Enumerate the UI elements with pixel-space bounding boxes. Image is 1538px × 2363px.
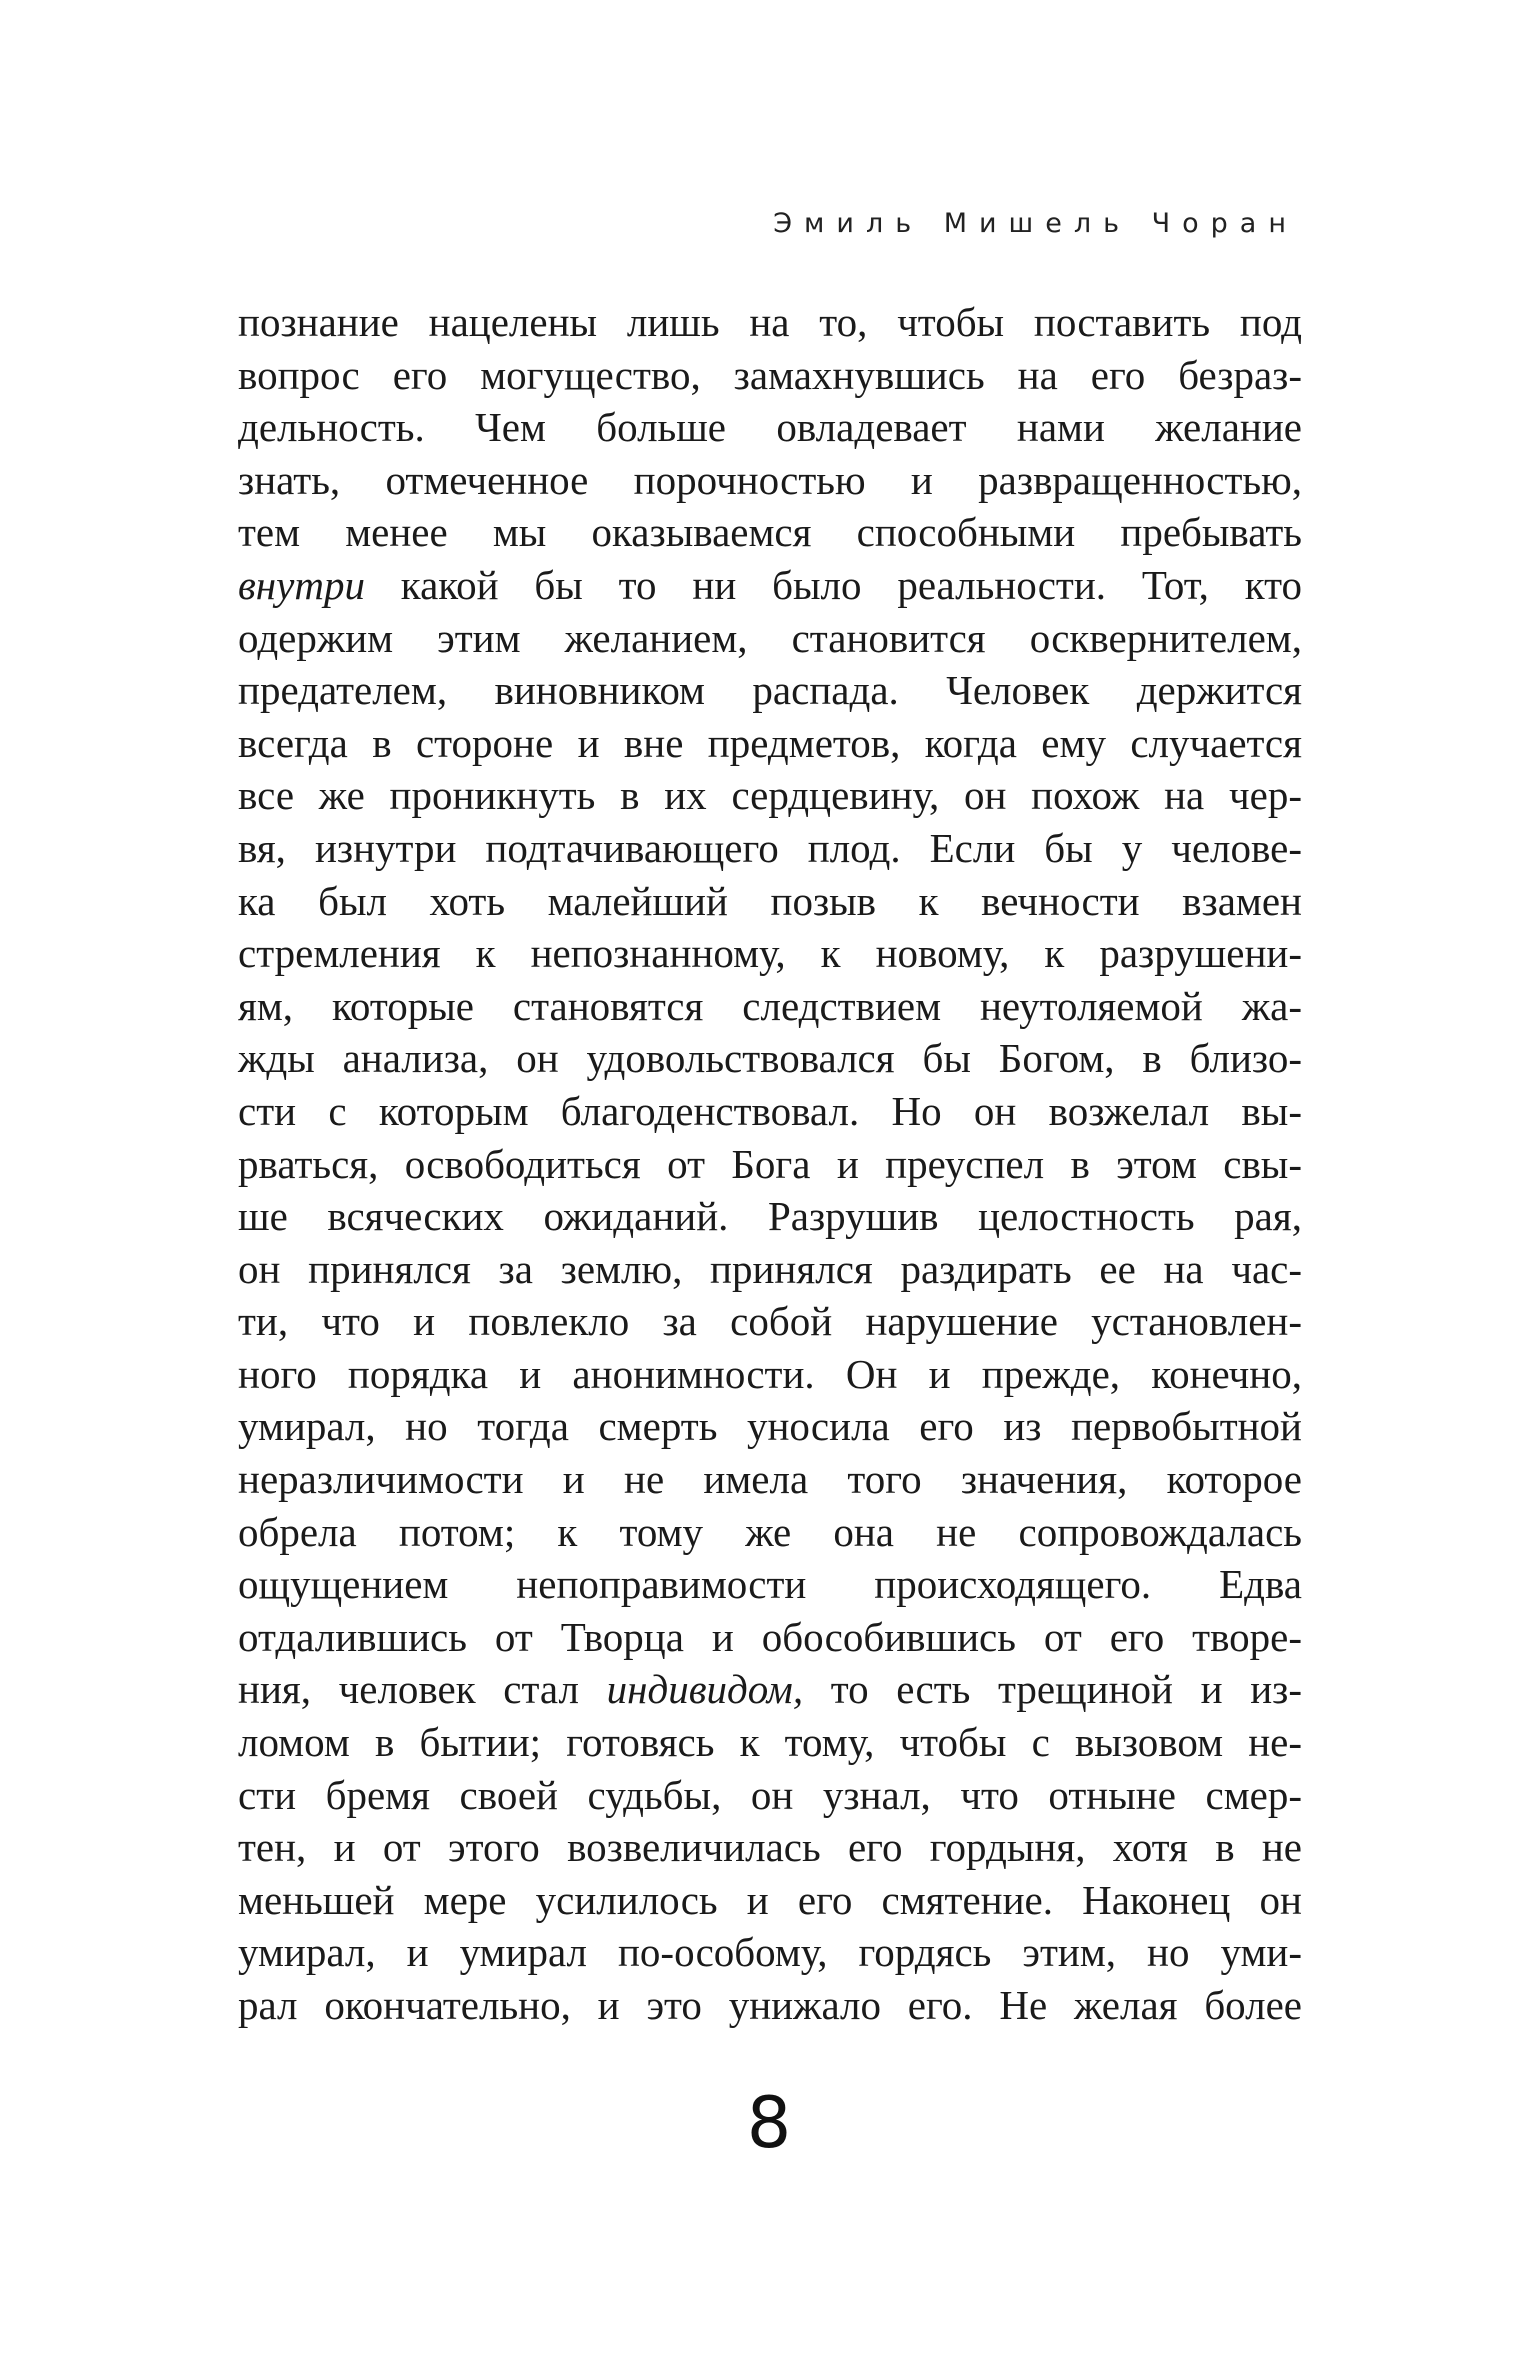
text-fragment: то есть трещиной и из- — [803, 1666, 1303, 1713]
italic-word: внутри — [238, 561, 365, 608]
text-fragment: ния, человек стал — [238, 1666, 607, 1713]
text-line — [238, 1663, 1302, 1716]
text-line: меньшей мере усилилось и его смятение. Наконец он — [238, 1876, 1302, 1923]
text-line: познание нацелены лишь на то, чтобы поставить под — [238, 299, 1302, 345]
text-line: сти бремя своей судьбы, он узнал, что отныне смер- — [238, 1771, 1302, 1818]
text-line — [238, 559, 1302, 612]
text-line: ка был хоть малейший позыв к вечности взамен — [238, 877, 1302, 924]
text-line: предателем, виновником распада. Человек держится — [238, 667, 1302, 714]
text-line: обрела потом; к тому же она не сопровождалась — [238, 1508, 1302, 1555]
text-line: тен, и от этого возвеличилась его гордыня, хотя в не — [238, 1824, 1302, 1871]
text-line: он принялся за землю, принялся раздирать ее на час- — [238, 1245, 1302, 1292]
text-line: тем менее мы оказываемся способными пребывать — [238, 509, 1302, 556]
text-line: знать, отмеченное порочностью и развращенностью, — [238, 456, 1302, 503]
text-line: ломом в бытии; готовясь к тому, чтобы с вызовом не- — [238, 1719, 1302, 1766]
text-line: вопрос его могущество, замахнувшись на его безраз- — [238, 351, 1302, 398]
text-line: жды анализа, он удовольствовался бы Богом, в близо- — [238, 1035, 1302, 1082]
text-line: вя, изнутри подтачивающего плод. Если бы у челове- — [238, 824, 1302, 871]
text-line: ощущением непоправимости происходящего. Едва — [238, 1561, 1302, 1608]
text-line: дельность. Чем больше овладевает нами желание — [238, 404, 1302, 451]
text-line: все же проникнуть в их сердцевину, он похож на чер- — [238, 772, 1302, 819]
text-line: стремления к непознанному, к новому, к разрушени- — [238, 930, 1302, 977]
text-line: ям, которые становятся следствием неутоляемой жа- — [238, 982, 1302, 1029]
text-line: рал окончательно, и это унижало его. Не желая более — [238, 1982, 1302, 2028]
text-line: рваться, освободиться от Бога и преуспел в этом свы- — [238, 1140, 1302, 1187]
text-line: умирал, и умирал по-особому, гордясь этим, но уми- — [238, 1929, 1302, 1976]
text-line: отдалившись от Творца и обособившись от его творе- — [238, 1613, 1302, 1660]
text-line: ного порядка и анонимности. Он и прежде, конечно, — [238, 1350, 1302, 1397]
text-fragment: какой бы то ни было реальности. Тот, кто — [364, 561, 1302, 608]
text-line: всегда в стороне и вне предметов, когда ему случается — [238, 719, 1302, 766]
running-head-author: Эмиль Мишель Чоран — [773, 208, 1298, 239]
text-line: ше всяческих ожиданий. Разрушив целостность рая, — [238, 1193, 1302, 1240]
italic-word: индивидом, — [606, 1666, 804, 1713]
text-line: сти с которым благоденствовал. Но он возжелал вы- — [238, 1087, 1302, 1134]
text-line: ти, что и повлекло за собой нарушение установлен- — [238, 1298, 1302, 1345]
text-line: неразличимости и не имела того значения, которое — [238, 1456, 1302, 1503]
text-line: одержим этим желанием, становится осквернителем, — [238, 614, 1302, 661]
text-line: умирал, но тогда смерть уносила его из первобытной — [238, 1403, 1302, 1450]
page-body-text — [238, 296, 1302, 2032]
page-number: 8 — [746, 2082, 792, 2164]
